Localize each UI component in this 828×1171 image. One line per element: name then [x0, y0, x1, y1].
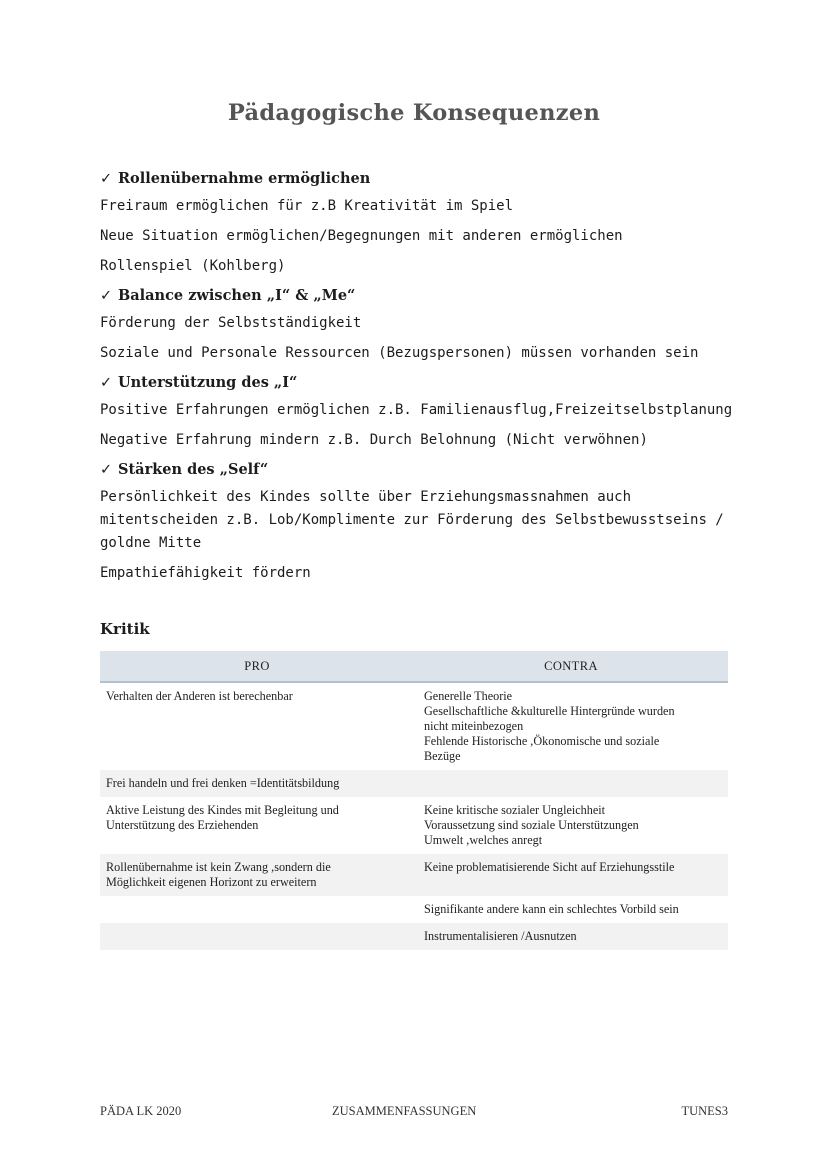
- cell-line: Generelle Theorie: [424, 689, 513, 703]
- section-line: Positive Erfahrungen ermöglichen z.B. Familienausflug,Freizeitselbstplanung: [100, 402, 733, 418]
- cell-line: Signifikante andere kann ein schlechtes Vorbild sein: [424, 902, 679, 916]
- table-row: [100, 923, 728, 950]
- kritik-table: [100, 651, 728, 950]
- section-line: Negative Erfahrung mindern z.B. Durch Belohnung (Nicht verwöhnen): [100, 432, 648, 448]
- cell-contra: [410, 854, 728, 896]
- cell-line: Voraussetzung sind soziale Unterstützungen: [424, 818, 639, 832]
- section-line: Soziale und Personale Ressourcen (Bezugspersonen) müssen vorhanden sein: [100, 345, 699, 361]
- checkmark-icon: ✓: [100, 171, 113, 187]
- section-line: Förderung der Selbstständigkeit: [100, 315, 362, 331]
- cell-line: Aktive Leistung des Kindes mit Begleitung und: [106, 803, 339, 817]
- cell-line: Instrumentalisieren /Ausnutzen: [424, 929, 577, 943]
- checkmark-icon: ✓: [100, 288, 113, 304]
- table-row: [100, 683, 728, 770]
- cell-pro: [100, 770, 410, 797]
- checkmark-icon: ✓: [100, 462, 113, 478]
- table-header: [100, 651, 728, 683]
- section-heading: [100, 168, 740, 190]
- footer-left: PÄDA LK 2020: [100, 1104, 182, 1118]
- section-heading-text: Stärken des „Self“: [118, 461, 269, 478]
- cell-line: Unterstützung des Erziehenden: [106, 818, 259, 832]
- consequences-list: [100, 168, 740, 592]
- kritik-heading: Kritik: [100, 620, 150, 638]
- cell-contra: [410, 896, 728, 923]
- table-row: [100, 797, 728, 854]
- footer-right: TUNES3: [681, 1104, 728, 1118]
- footer-center: ZUSAMMENFASSUNGEN: [332, 1104, 477, 1118]
- section-heading: [100, 459, 740, 481]
- cell-line: Gesellschaftliche &kulturelle Hintergründe wurden: [424, 704, 675, 718]
- section-heading-text: Rollenübernahme ermöglichen: [118, 170, 371, 187]
- table-body: [100, 683, 728, 950]
- table-row: [100, 896, 728, 923]
- section-line: Freiraum ermöglichen für z.B Kreativität im Spiel: [100, 198, 514, 214]
- cell-line: Verhalten der Anderen ist berechenbar: [106, 689, 293, 703]
- section-line: Neue Situation ermöglichen/Begegnungen mit anderen ermöglichen: [100, 228, 623, 244]
- cell-pro: [100, 896, 410, 923]
- cell-line: Rollenübernahme ist kein Zwang ,sondern die: [106, 860, 331, 874]
- table-row: [100, 854, 728, 896]
- cell-pro: [100, 797, 410, 854]
- cell-line: Möglichkeit eigenen Horizont zu erweitern: [106, 875, 317, 889]
- cell-contra: [410, 797, 728, 854]
- cell-pro: [100, 683, 410, 770]
- cell-line: Fehlende Historische ,Ökonomische und soziale: [424, 734, 660, 748]
- header-pro: PRO: [244, 658, 270, 673]
- cell-line: Bezüge: [424, 749, 461, 763]
- section-heading: [100, 285, 740, 307]
- cell-line: Keine kritische sozialer Ungleichheit: [424, 803, 606, 817]
- section-line: Empathiefähigkeit fördern: [100, 565, 311, 581]
- cell-contra: [410, 683, 728, 770]
- checkmark-icon: ✓: [100, 375, 113, 391]
- cell-contra: [410, 923, 728, 950]
- page-title: Pädagogische Konsequenzen: [227, 100, 601, 126]
- section-heading: [100, 372, 740, 394]
- table-row: [100, 770, 728, 797]
- cell-line: Frei handeln und frei denken =Identitätsbildung: [106, 776, 340, 790]
- cell-pro: [100, 923, 410, 950]
- section-line: Rollenspiel (Kohlberg): [100, 258, 286, 274]
- section-line: Persönlichkeit des Kindes sollte über Erziehungsmassnahmen auch mitentscheiden z.B. Lob/Komplimente zur Förderung des Selbstbewusstseins / goldne Mitte: [100, 489, 724, 551]
- header-contra: CONTRA: [544, 658, 598, 673]
- section-heading-text: Unterstützung des „I“: [118, 374, 298, 391]
- cell-line: Umwelt ,welches anregt: [424, 833, 543, 847]
- cell-line: nicht miteinbezogen: [424, 719, 524, 733]
- cell-contra: [410, 770, 728, 797]
- cell-line: Keine problematisierende Sicht auf Erziehungsstile: [424, 860, 675, 874]
- section-heading-text: Balance zwischen „I“ & „Me“: [118, 287, 356, 304]
- cell-pro: [100, 854, 410, 896]
